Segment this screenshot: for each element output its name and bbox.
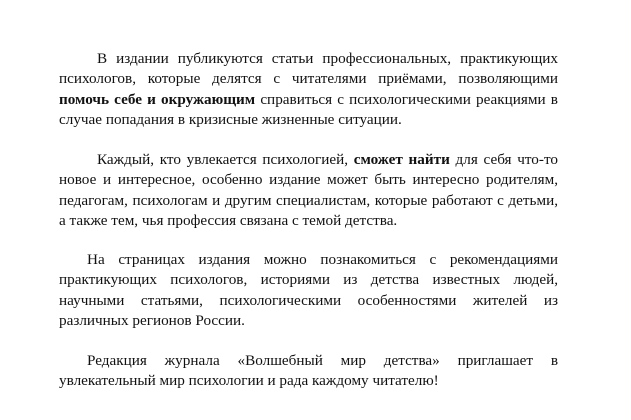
paragraph-contents [59, 250, 558, 332]
paragraph-audience [59, 150, 558, 232]
paragraph-intro-text-end: справиться с психологическими реакциями в случае попадания в кризисные жизненные ситуации. [59, 90, 558, 129]
paragraph-contents-text: На страницах издания можно познакомиться с рекомендациями практикующих психологов, историями из детства известных людей, научными статьями, психологическими особенностями жителей из различных регионов России. [59, 251, 558, 330]
paragraph-audience-text: Каждый, кто увлекается психологией, [97, 151, 354, 168]
paragraph-intro [59, 49, 558, 131]
paragraph-audience-text-end: для себя что-то новое и интересное, особенно издание может быть интересно родителям, педагогам, психологам и другим специалистам, которые работают с детьми, а также тем, чья профессия связана с темой детства. [59, 151, 558, 230]
paragraph-audience-bold: сможет найти [353, 151, 450, 168]
paragraph-invitation [59, 351, 558, 392]
paragraph-invitation-text: Редакция журнала «Волшебный мир детства» приглашает в увлекательный мир психологии и рада каждому читателю! [59, 352, 558, 390]
paragraph-intro-bold: помочь себе и окружающим [59, 90, 256, 108]
paragraph-intro-text: В издании публикуются статьи профессиональных, практикующих психологов, которые делятся с читателями приёмами, позволяющими [59, 50, 558, 88]
